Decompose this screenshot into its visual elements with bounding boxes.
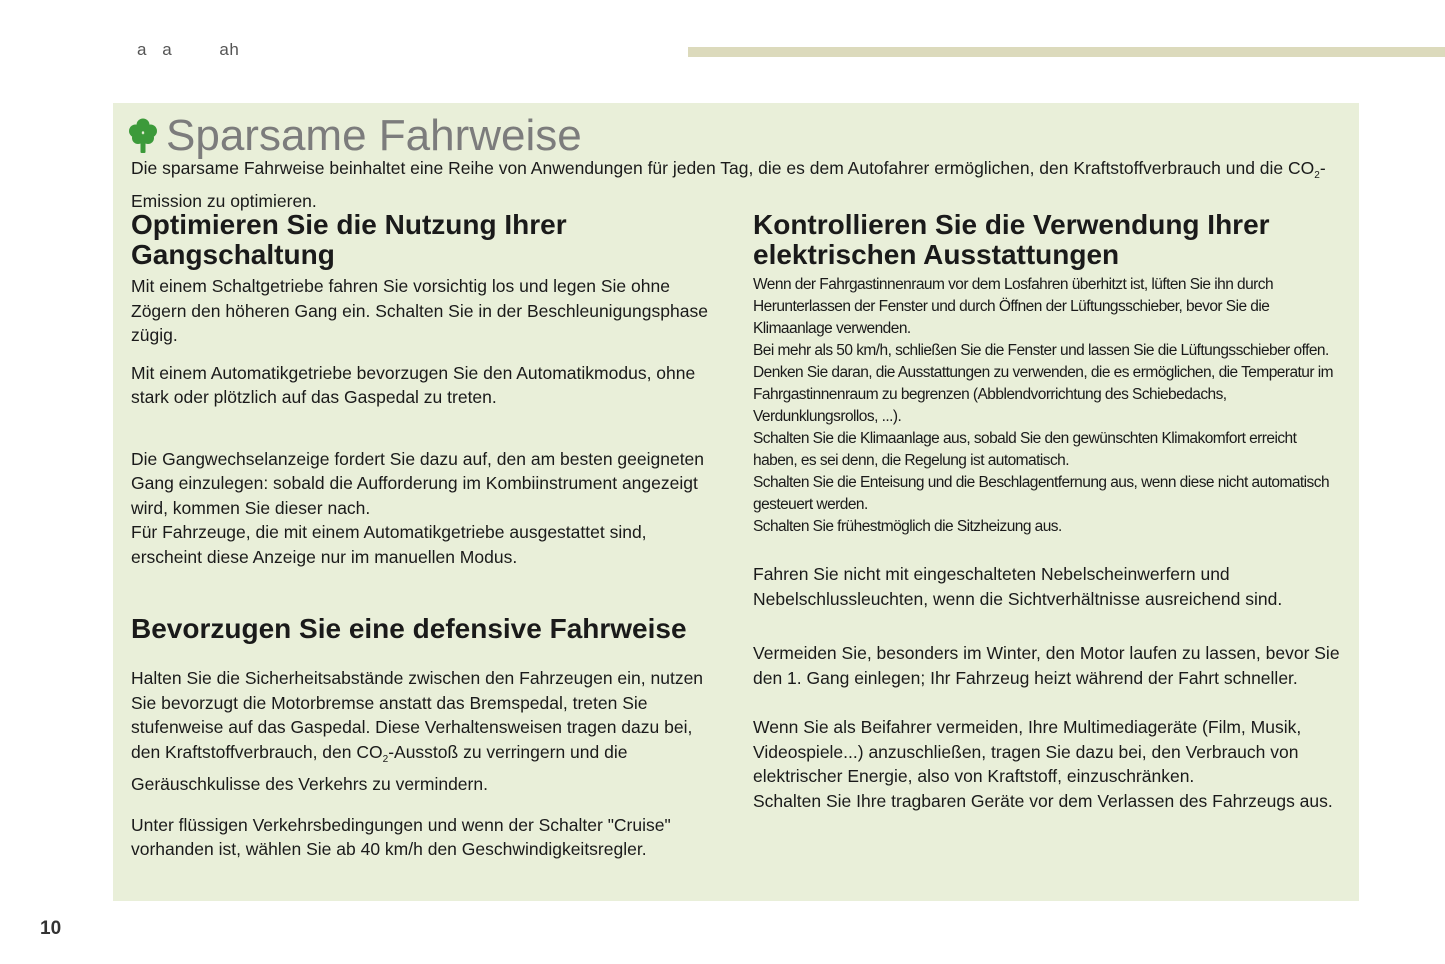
header-bar [688,47,1445,57]
paragraph: Schalten Sie frühestmöglich die Sitzheizung aus. [753,518,1062,535]
heading-gear-usage: Optimieren Sie die Nutzung Ihrer Gangschaltung [131,209,567,270]
paragraph: Halten Sie die Sicherheitsabstände zwischen den Fahrzeugen ein, nutzen Sie bevorzugt die Motorbremse anstatt das Bremspedal, treten Sie stufenweise auf das Gaspedal. Diese Verhaltensweisen tragen dazu bei, den Kraftstoffverbrauch, den $CO_2$-Ausstoß zu verringern und die Geräuschkulisse des Verkehrs zu vermindern. [131,668,704,794]
paragraph: Schalten Sie Ihre tragbaren Geräte vor dem Verlassen des Fahrzeugs aus. [753,790,1333,811]
chapter-mark: ah [219,40,240,59]
left-column [131,210,721,862]
paragraph: Mit einem Schaltgetriebe fahren Sie vorsichtig los und legen Sie ohne Zögern den höheren Gang ein. Schalten Sie in der Beschleunigungsphase zügig. [131,276,708,345]
paragraph: Schalten Sie die Enteisung und die Beschlagentfernung aus, wenn diese nicht automatisch gesteuert werden. [753,474,1330,513]
chapter-marks [137,40,249,60]
page-number: 10 [40,918,62,939]
paragraph: Denken Sie daran, die Ausstattungen zu verwenden, die es ermöglichen, die Temperatur im Fahrgastinnenraum zu begrenzen (Abblendvorrichtung des Schiebedachs, Verdunklungsrollos, ...). [753,364,1333,425]
paragraph: Wenn Sie als Beifahrer vermeiden, Ihre Multimediageräte (Film, Musik, Videospiele...) anzuschließen, tragen Sie dazu bei, den Verbrauch von elektrischer Energie, also von Kraftstoff, einzuschränken. [753,717,1302,786]
paragraph: Die Gangwechselanzeige fordert Sie dazu auf, den am besten geeigneten Gang einzulegen: sobald die Aufforderung im Kombiinstrument angezeigt wird, kommen Sie dieser nach. [131,448,705,518]
paragraph: Schalten Sie die Klimaanlage aus, sobald Sie den gewünschten Klimakomfort erreicht haben, es sei denn, die Regelung ist automatisch. [753,430,1297,469]
heading-defensive-driving: Bevorzugen Sie eine defensive Fahrweise [131,613,687,644]
paragraph: Fahren Sie nicht mit eingeschalteten Nebelscheinwerfern und Nebelschlussleuchten, wenn die Sichtverhältnisse ausreichend sind. [753,564,1283,609]
heading-electrical-equipment: Kontrollieren Sie die Verwendung Ihrer elektrischen Ausstattungen [753,209,1270,270]
paragraph: Unter flüssigen Verkehrsbedingungen und wenn der Schalter "Cruise" vorhanden ist, wählen Sie ab 40 km/h den Geschwindigkeitsregler. [131,814,671,859]
paragraph: Wenn der Fahrgastinnenraum vor dem Losfahren überhitzt ist, lüften Sie ihn durch Herunterlassen der Fenster und durch Öffnen der Lüftungsschieber, bevor Sie die Klimaanlage verwenden. [753,276,1274,337]
chapter-mark: a [137,40,147,59]
paragraph: Bei mehr als 50 km/h, schließen Sie die Fenster und lassen Sie die Lüftungsschieber offen. [753,342,1329,359]
section-header [128,112,582,160]
paragraph: Vermeiden Sie, besonders im Winter, den Motor laufen zu lassen, bevor Sie den 1. Gang einlegen; Ihr Fahrzeug heizt während der Fahrt schneller. [753,643,1340,688]
tree-icon [128,118,158,154]
chapter-mark: a [162,40,173,59]
paragraph: Mit einem Automatikgetriebe bevorzugen Sie den Automatikmodus, ohne stark oder plötzlich auf das Gaspedal zu treten. [131,362,696,407]
section-intro: Die sparsame Fahrweise beinhaltet eine Reihe von Anwendungen für jeden Tag, die es dem Autofahrer ermöglichen, den Kraftstoffverbrauch und die $CO_2$-Emission zu optimieren. [131,158,1326,211]
right-column [753,210,1343,813]
section-title: Sparsame Fahrweise [166,111,582,160]
paragraph: Für Fahrzeuge, die mit einem Automatikgetriebe ausgestattet sind, erscheint diese Anzeige nur im manuellen Modus. [131,522,647,567]
